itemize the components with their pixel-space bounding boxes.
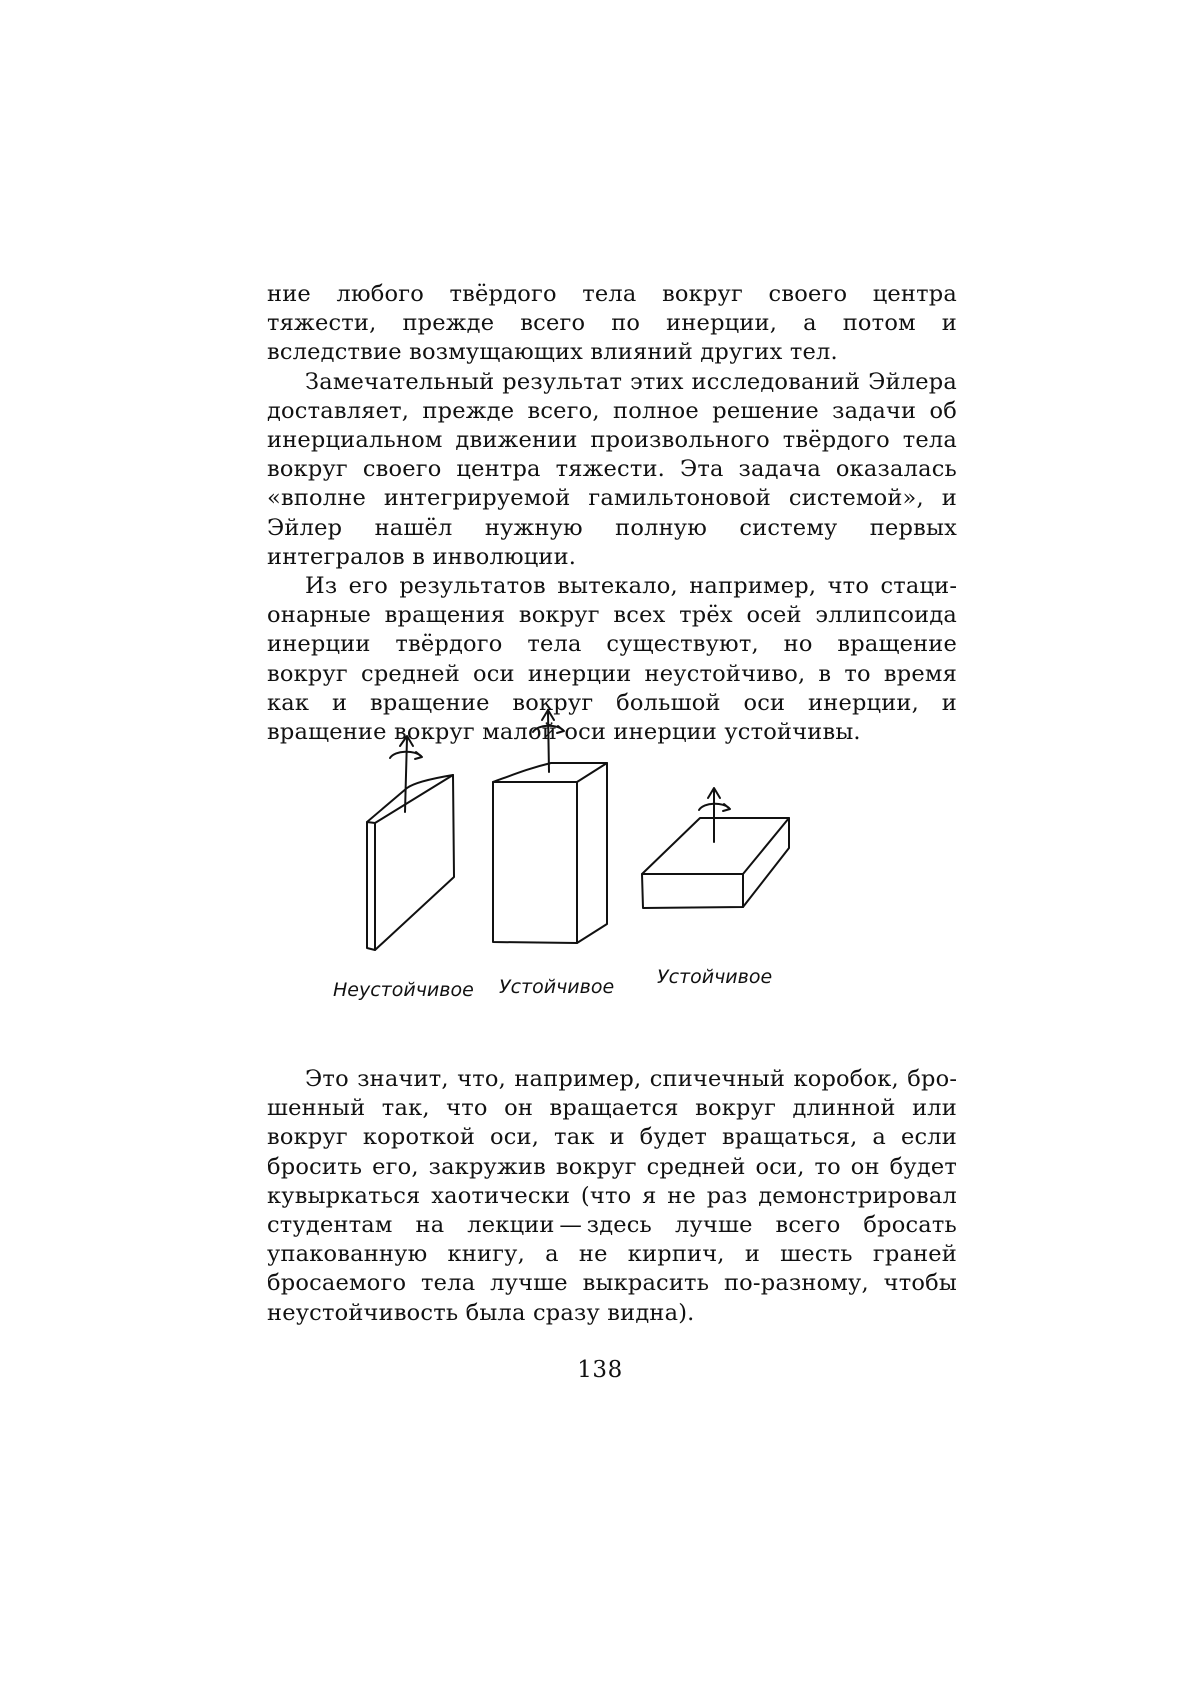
page-number: 138 bbox=[577, 1357, 623, 1383]
paragraph: Замечательный результат этих исследований Эйлера доставляет, прежде всего, полное решение задачи об инерциальном движении произвольного твёрдого тела вокруг своего центра тяжести. Эта задача оказалась «вполне интегрируемой гамильтоновой системой», и Эйлер нашёл нужную полную систему первых интегралов в инволюции. bbox=[267, 368, 957, 570]
main-text-bottom bbox=[267, 1065, 957, 1328]
rotation-figure bbox=[333, 760, 845, 1060]
paragraph: Из его результатов вытекало, например, что стационарные вращения вокруг всех трёх осей эллипсоида инерции твёрдого тела существуют, но вращение вокруг средней оси инерции неустойчиво, в то время как и вращение вокруг большой оси инерции, и вращение вокруг малой оси инерции устойчивы. bbox=[267, 573, 957, 746]
label-stable-1: Устойчивое bbox=[499, 976, 615, 998]
box-unstable-drawing bbox=[367, 736, 454, 950]
main-text-top bbox=[267, 280, 957, 747]
label-unstable: Неустойчивое bbox=[333, 979, 474, 1001]
box-stable-flat-drawing bbox=[642, 788, 789, 908]
paragraph: Это значит, что, например, спичечный коробок, брошенный так, что он вращается вокруг длинной или вокруг короткой оси, так и будет вращаться, а если бросить его, закружив вокруг средней оси, то он будет кувыркаться хаотически (что я не раз демонстрировал студентам на лекции — здесь лучше всего бросать упакованную книгу, а не кирпич, и шесть граней бросаемого тела лучше выкрасить по-разному, чтобы неустойчивость была сразу видна). bbox=[267, 1066, 957, 1326]
label-stable-2: Устойчивое bbox=[657, 966, 773, 988]
paragraph: ние любого твёрдого тела вокруг своего центра тяжести, прежде всего по инерции, а потом и вследствие возмущающих влияний других тел. bbox=[267, 281, 957, 366]
